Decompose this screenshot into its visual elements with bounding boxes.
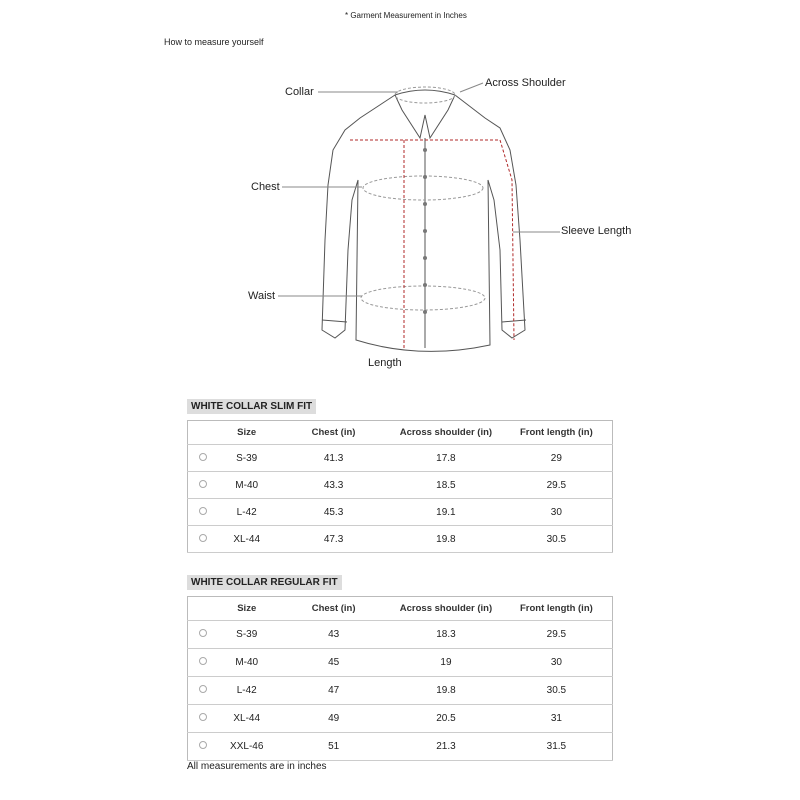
size-radio[interactable] <box>199 534 207 542</box>
column-header: Across shoulder (in) <box>391 597 501 621</box>
column-header: Size <box>217 597 276 621</box>
size-radio[interactable] <box>199 741 207 749</box>
table-cell: 20.5 <box>391 705 501 733</box>
regular-fit-title: WHITE COLLAR REGULAR FIT <box>187 575 342 590</box>
table-cell: M-40 <box>217 472 276 499</box>
garment-note: * Garment Measurement in Inches <box>345 11 467 20</box>
table-cell: 31.5 <box>501 733 613 761</box>
table-cell: 30.5 <box>501 526 613 553</box>
table-cell: 31 <box>501 705 613 733</box>
table-cell: 18.5 <box>391 472 501 499</box>
across-shoulder-label: Across Shoulder <box>485 77 566 89</box>
table-cell: 41.3 <box>276 445 391 472</box>
size-radio[interactable] <box>199 507 207 515</box>
table-cell: 51 <box>276 733 391 761</box>
table-cell: 19.8 <box>391 677 501 705</box>
table-cell: S-39 <box>217 621 276 649</box>
footer-note: All measurements are in inches <box>187 761 327 772</box>
size-radio[interactable] <box>199 713 207 721</box>
table-cell: M-40 <box>217 649 276 677</box>
slim-fit-table <box>187 420 613 553</box>
table-row[interactable] <box>188 526 613 553</box>
table-row[interactable] <box>188 649 613 677</box>
collar-label: Collar <box>285 86 314 98</box>
table-row[interactable] <box>188 733 613 761</box>
sleeve-length-label: Sleeve Length <box>561 225 632 237</box>
table-cell: 30.5 <box>501 677 613 705</box>
size-radio[interactable] <box>199 657 207 665</box>
table-cell: L-42 <box>217 499 276 526</box>
how-to-heading: How to measure yourself <box>164 37 264 47</box>
column-header: Chest (in) <box>276 421 391 445</box>
table-row[interactable] <box>188 472 613 499</box>
table-cell: 21.3 <box>391 733 501 761</box>
table-cell: L-42 <box>217 677 276 705</box>
column-header: Chest (in) <box>276 597 391 621</box>
table-cell: 17.8 <box>391 445 501 472</box>
table-row[interactable] <box>188 499 613 526</box>
table-cell: 47 <box>276 677 391 705</box>
table-cell: 19.8 <box>391 526 501 553</box>
waist-label: Waist <box>248 290 276 302</box>
table-cell: 49 <box>276 705 391 733</box>
table-row[interactable] <box>188 677 613 705</box>
table-cell: XL-44 <box>217 526 276 553</box>
regular-fit-table <box>187 596 613 761</box>
table-cell: XXL-46 <box>217 733 276 761</box>
size-radio[interactable] <box>199 685 207 693</box>
table-cell: S-39 <box>217 445 276 472</box>
slim-fit-title: WHITE COLLAR SLIM FIT <box>187 399 316 414</box>
table-cell: 29 <box>501 445 613 472</box>
table-cell: 29.5 <box>501 472 613 499</box>
column-header: Front length (in) <box>501 597 613 621</box>
column-header: Front length (in) <box>501 421 613 445</box>
table-header-row <box>188 597 613 621</box>
table-cell: 43 <box>276 621 391 649</box>
size-radio[interactable] <box>199 480 207 488</box>
table-row[interactable] <box>188 705 613 733</box>
table-row[interactable] <box>188 621 613 649</box>
table-cell: 45.3 <box>276 499 391 526</box>
size-radio[interactable] <box>199 629 207 637</box>
column-header: Size <box>217 421 276 445</box>
table-cell: 30 <box>501 649 613 677</box>
column-header: Across shoulder (in) <box>391 421 501 445</box>
table-row[interactable] <box>188 445 613 472</box>
table-header-row <box>188 421 613 445</box>
size-radio[interactable] <box>199 453 207 461</box>
table-cell: 19 <box>391 649 501 677</box>
length-label: Length <box>368 357 402 369</box>
table-cell: 29.5 <box>501 621 613 649</box>
chest-label: Chest <box>251 181 280 193</box>
table-cell: XL-44 <box>217 705 276 733</box>
table-cell: 47.3 <box>276 526 391 553</box>
table-cell: 43.3 <box>276 472 391 499</box>
table-cell: 18.3 <box>391 621 501 649</box>
table-cell: 30 <box>501 499 613 526</box>
table-cell: 45 <box>276 649 391 677</box>
table-cell: 19.1 <box>391 499 501 526</box>
